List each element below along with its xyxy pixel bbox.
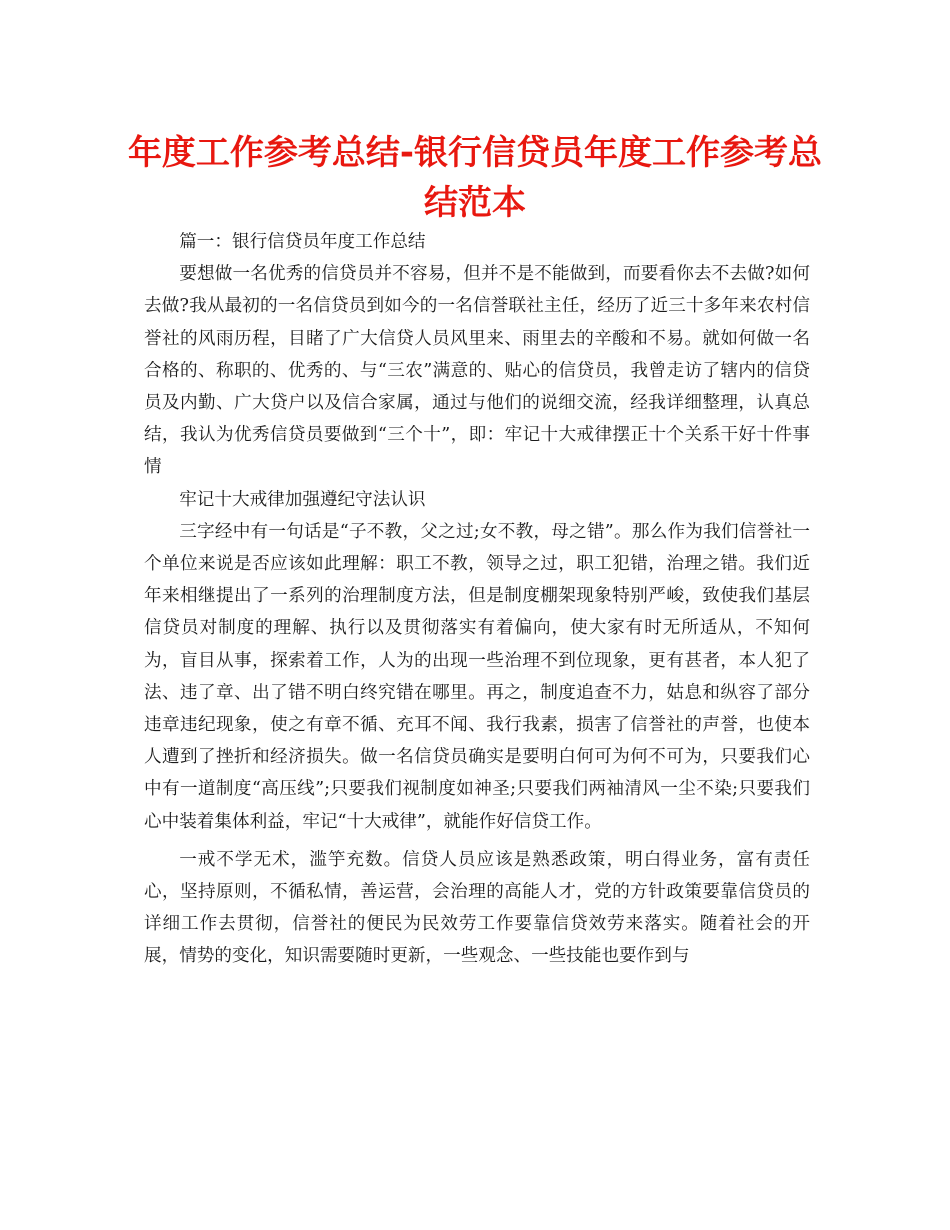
body-paragraph: 一戒不学无术，滥竽充数。信贷人员应该是熟悉政策，明白得业务，富有责任心，坚持原则，不循私情，善运营，会治理的高能人才，党的方针政策要靠信贷员的详细工作去贯彻，信誉社的便民为民效劳工作要靠信贷效劳来落实。随着社会的开展，情势的变化，知识需要随时更新，一些观念、一些技能也要作到与 xyxy=(144,849,810,967)
subsection-heading: 牢记十大戒律加强遵纪守法认识 xyxy=(179,489,426,510)
body-paragraph: 三字经中有一句话是“子不教，父之过;女不教，母之错”。那么作为我们信誉社一个单位来说是否应该如此理解：职工不教，领导之过，职工犯错，治理之错。我们近年来相继提出了一系列的治理制度方法，但是制度棚架现象特别严峻，致使我们基层信贷员对制度的理解、执行以及贯彻落实有着偏向，使大家有时无所适从，不知何为，盲目从事，探索着工作，人为的出现一些治理不到位现象，更有甚者，本人犯了法、违了章、出了错不明白终究错在哪里。再之，制度追查不力，姑息和纵容了部分违章违纪现象，使之有章不循、充耳不闻、我行我素，损害了信誉社的声誉，也使本人遭到了挫折和经济损失。做一名信贷员确实是要明白何可为何不可为，只要我们心中有一道制度“高压线”;只要我们视制度如神圣;只要我们两袖清风一尘不染;只要我们心中装着集体利益，牢记“十大戒律”，就能作好信贷工作。 xyxy=(144,521,810,832)
document-title: 年度工作参考总结-银行信贷员年度工作参考总结范本 xyxy=(127,133,823,223)
document-body xyxy=(144,226,810,973)
section-heading: 篇一：银行信贷员年度工作总结 xyxy=(179,232,426,252)
body-paragraph: 要想做一名优秀的信贷员并不容易，但并不是不能做到，而要看你去不去做?如何去做?我从最初的一名信贷员到如今的一名信誉联社主任，经历了近三十多年来农村信誉社的风雨历程，目睹了广大信贷人员风里来、雨里去的辛酸和不易。就如何做一名合格的、称职的、优秀的、与“三农”满意的、贴心的信贷员，我曾走访了辖内的信贷员及内勤、广大贷户以及信合家属，通过与他们的说细交流，经我详细整理，认真总结，我认为优秀信贷员要做到“三个十”，即：牢记十大戒律摆正十个关系干好十件事情 xyxy=(144,264,810,478)
